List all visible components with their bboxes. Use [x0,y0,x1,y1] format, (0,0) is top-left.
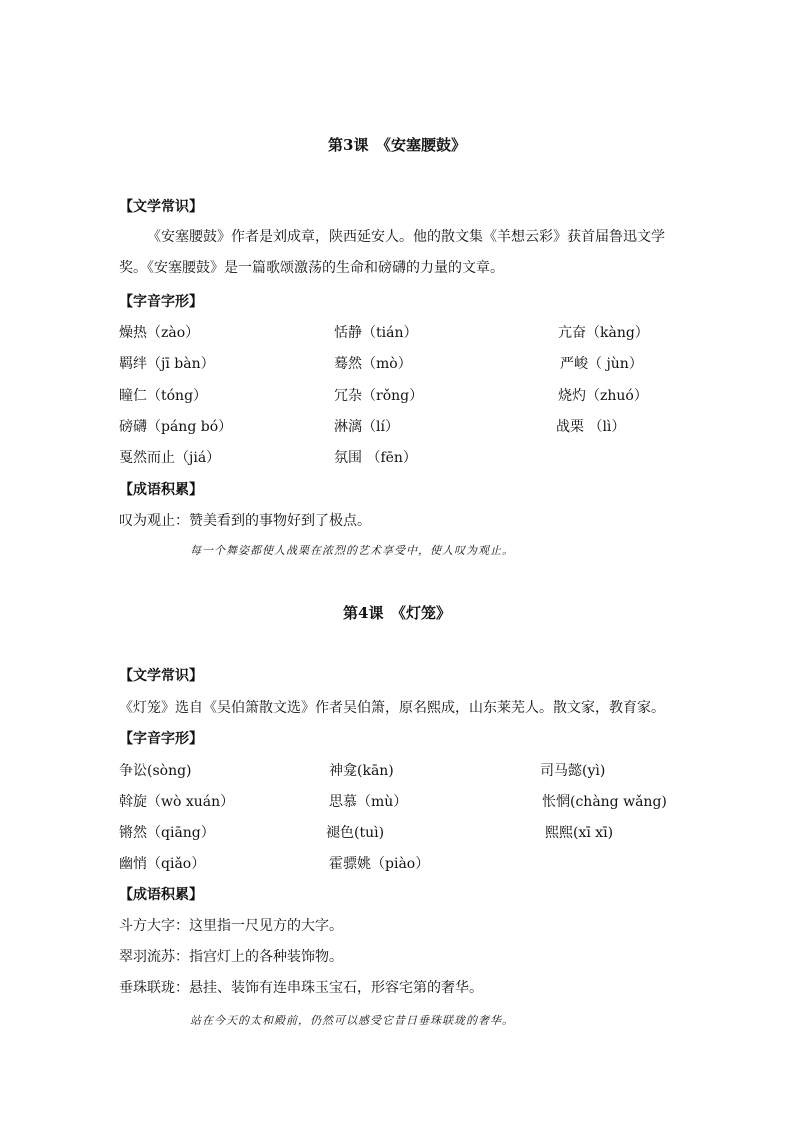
lesson4-idiom-2: 翠羽流苏：指宫灯上的各种装饰物。 [119,949,343,965]
lesson3-char-r5c2: 氛围 （fēn） [334,450,417,466]
lesson3-char-r2c1: 羁绊（jī bàn） [119,356,215,372]
lesson4-char-r4c2: 霍骠姚（piào） [329,856,430,872]
lesson4-idiom-3: 垂珠联珑：悬挂、装饰有连串珠玉宝石，形容宅第的奢华。 [119,980,483,996]
lesson4-literature-heading: 【文学常识】 [119,668,203,684]
lesson4-title: 第4课 《灯笼》 [343,604,451,622]
lesson4-char-r1c2: 神龛(kān) [329,763,394,779]
lesson3-char-r5c1: 戛然而止（jiá） [119,450,221,466]
lesson3-idioms-heading: 【成语积累】 [119,482,203,498]
lesson3-char-r3c3: 烧灼（zhuó） [558,388,648,404]
lesson3-literature-body: 《安塞腰鼓》作者是刘成章，陕西延安人。他的散文集《羊想云彩》获首届鲁迅文学奖。《安塞腰鼓》是一篇歌颂激荡的生命和磅礴的力量的文章。 [119,229,665,276]
lesson3-title: 第3课 《安塞腰鼓》 [328,136,466,154]
lesson3-char-r1c2: 恬静（tián） [334,325,418,341]
lesson3-char-r4c2: 淋漓（lí） [334,419,399,435]
lesson3-chars-heading: 【字音字形】 [119,294,203,310]
lesson4-example-sentence: 站在今天的太和殿前，仍然可以感受它昔日垂珠联珑的奢华。 [190,1014,514,1027]
lesson4-char-r3c1: 锵然（qiāng） [119,825,215,841]
lesson3-example-sentence: 每一个舞姿都使人战栗在浓烈的艺术享受中，使人叹为观止。 [190,544,514,557]
lesson3-char-r1c3: 亢奋（kàng） [558,325,649,341]
lesson3-char-r3c2: 冗杂（rǒng） [334,388,424,404]
lesson3-char-r3c1: 瞳仁（tóng） [119,388,208,404]
lesson4-literature-text: 《灯笼》选自《吴伯箫散文选》作者吴伯箫，原名熙成，山东莱芜人。散文家，教育家。 [119,700,665,716]
lesson3-char-r2c3: 严峻（ jùn） [560,356,643,372]
lesson4-char-r3c3: 熙熙(xī xī) [545,825,614,841]
lesson3-literature-text [119,222,679,284]
lesson3-char-r4c3: 战栗 （lì） [556,419,626,435]
lesson3-char-r2c2: 蓦然（mò） [334,356,412,372]
lesson4-chars-heading: 【字音字形】 [119,731,203,747]
lesson4-char-r1c3: 司马懿(yì) [540,763,606,779]
lesson4-idiom-1: 斗方大字：这里指一尺见方的大字。 [119,918,343,934]
lesson4-char-r4c1: 幽悄（qiǎo） [119,856,206,872]
lesson4-char-r1c1: 争讼(sòng) [119,763,192,779]
lesson3-char-r4c1: 磅礴（páng bó） [119,419,233,435]
lesson4-char-r2c2: 思慕（mù） [329,794,408,810]
lesson4-char-r2c1: 斡旋（wò xuán） [119,794,235,810]
lesson3-literature-heading: 【文学常识】 [119,199,203,215]
lesson4-char-r3c2: 褪色(tuì) [326,825,385,841]
lesson4-idioms-heading: 【成语积累】 [119,887,203,903]
lesson3-idiom-1: 叹为观止：赞美看到的事物好到了极点。 [119,513,371,529]
lesson3-char-r1c1: 燥热（zào） [119,325,200,341]
lesson4-char-r2c3: 怅惘(chàng wǎng) [542,794,667,810]
